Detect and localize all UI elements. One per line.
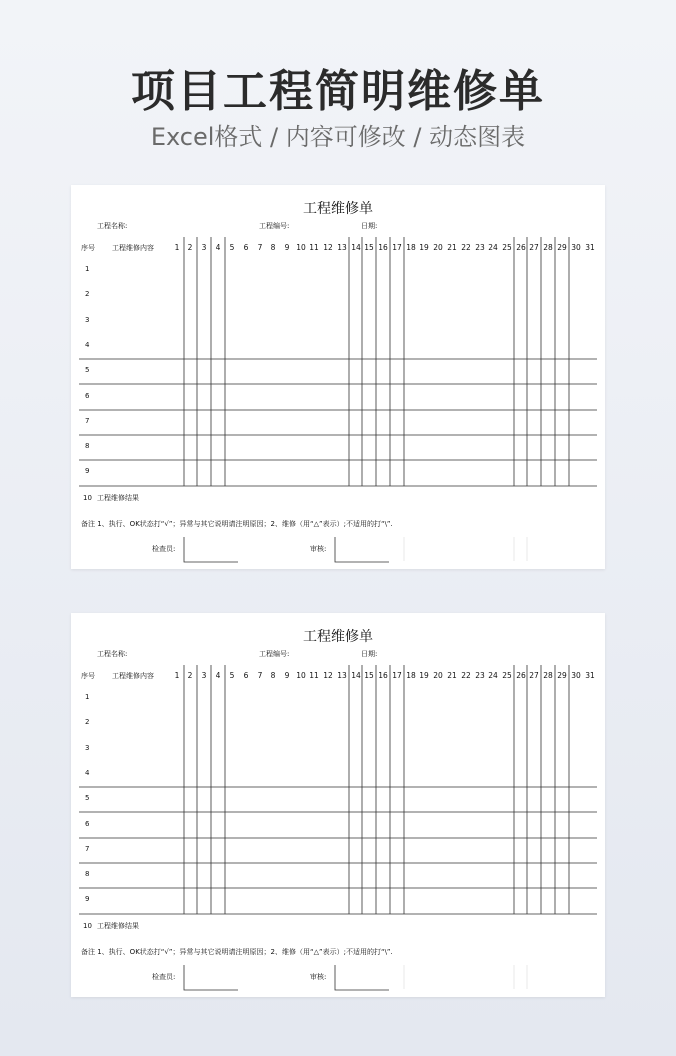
col-content-header: 工程维修内容: [112, 244, 154, 252]
day-header: 6: [243, 243, 249, 252]
day-header: 8: [270, 671, 276, 680]
signature-line: [184, 537, 238, 562]
row-number: 3: [85, 744, 90, 752]
row-number: 3: [85, 316, 90, 324]
day-header: 22: [461, 671, 471, 680]
day-header: 31: [585, 671, 595, 680]
project-no-label: 工程编号:: [259, 650, 290, 658]
day-header: 5: [229, 243, 235, 252]
day-header: 4: [215, 671, 221, 680]
day-header: 6: [243, 671, 249, 680]
day-header: 21: [447, 243, 457, 252]
day-header: 30: [571, 243, 581, 252]
row-number: 2: [85, 718, 90, 726]
day-header: 17: [392, 671, 402, 680]
day-header: 10: [296, 243, 306, 252]
day-header: 19: [419, 671, 429, 680]
page-title: 项目工程简明维修单: [131, 66, 545, 117]
day-header: 15: [364, 243, 374, 252]
day-header: 26: [516, 671, 526, 680]
day-header: 28: [543, 671, 553, 680]
day-header: 28: [543, 243, 553, 252]
reviewer-label: 审核:: [310, 545, 327, 553]
day-header: 24: [488, 671, 498, 680]
day-header: 13: [337, 243, 347, 252]
day-header: 2: [187, 671, 193, 680]
day-header: 25: [502, 671, 512, 680]
day-header: 7: [257, 671, 263, 680]
day-header: 26: [516, 243, 526, 252]
row-number: 2: [85, 290, 90, 298]
day-header: 13: [337, 671, 347, 680]
day-header: 1: [174, 243, 180, 252]
remarks-note: 备注 1、执行、OK状态打“√”；异常与其它说明请注明原因；2、维修（用“△”表示）;不适用的打“\”.: [81, 520, 393, 528]
project-name-label: 工程名称:: [97, 222, 128, 230]
signature-line: [335, 537, 389, 562]
col-seq-header: 序号: [81, 672, 95, 680]
row-number: 5: [85, 366, 90, 374]
row-number: 8: [85, 870, 90, 878]
day-header: 9: [284, 243, 290, 252]
date-label: 日期:: [361, 222, 378, 230]
reviewer-label: 审核:: [310, 973, 327, 981]
day-header: 22: [461, 243, 471, 252]
day-header: 11: [309, 243, 319, 252]
day-header: 31: [585, 243, 595, 252]
row-number: 7: [85, 417, 90, 425]
day-header: 14: [351, 243, 361, 252]
row-number: 1: [85, 693, 90, 701]
form-title: 工程维修单: [303, 629, 373, 645]
signature-line: [184, 965, 238, 990]
day-header: 12: [323, 671, 333, 680]
form-title: 工程维修单: [303, 201, 373, 217]
day-header: 17: [392, 243, 402, 252]
day-header: 12: [323, 243, 333, 252]
row-number: 4: [85, 769, 90, 777]
result-row-number: 10: [83, 922, 92, 930]
remarks-note: 备注 1、执行、OK状态打“√”；异常与其它说明请注明原因；2、维修（用“△”表示）;不适用的打“\”.: [81, 948, 393, 956]
row-number: 9: [85, 895, 90, 903]
day-header: 3: [201, 243, 207, 252]
day-header: 23: [475, 671, 485, 680]
day-header: 21: [447, 671, 457, 680]
project-no-label: 工程编号:: [259, 222, 290, 230]
day-header: 30: [571, 671, 581, 680]
col-content-header: 工程维修内容: [112, 672, 154, 680]
row-number: 7: [85, 845, 90, 853]
day-header: 11: [309, 671, 319, 680]
day-header: 25: [502, 243, 512, 252]
day-header: 1: [174, 671, 180, 680]
day-header: 18: [406, 243, 416, 252]
inspector-label: 检查员:: [152, 973, 176, 981]
result-label: 工程维修结果: [97, 922, 139, 930]
day-header: 20: [433, 671, 443, 680]
day-header: 16: [378, 243, 388, 252]
day-header: 7: [257, 243, 263, 252]
day-header: 27: [529, 671, 539, 680]
repair-form-preview-1: [71, 185, 605, 569]
day-header: 3: [201, 671, 207, 680]
repair-form-preview-2: [71, 613, 605, 997]
page-subtitle: Excel格式 / 内容可修改 / 动态图表: [150, 123, 526, 151]
date-label: 日期:: [361, 650, 378, 658]
day-header: 10: [296, 671, 306, 680]
day-header: 15: [364, 671, 374, 680]
day-header: 27: [529, 243, 539, 252]
row-number: 5: [85, 794, 90, 802]
day-header: 23: [475, 243, 485, 252]
result-label: 工程维修结果: [97, 494, 139, 502]
inspector-label: 检查员:: [152, 545, 176, 553]
day-header: 14: [351, 671, 361, 680]
row-number: 8: [85, 442, 90, 450]
day-header: 18: [406, 671, 416, 680]
result-row-number: 10: [83, 494, 92, 502]
day-header: 29: [557, 671, 567, 680]
day-header: 20: [433, 243, 443, 252]
day-header: 8: [270, 243, 276, 252]
row-number: 4: [85, 341, 90, 349]
project-name-label: 工程名称:: [97, 650, 128, 658]
row-number: 9: [85, 467, 90, 475]
col-seq-header: 序号: [81, 244, 95, 252]
day-header: 16: [378, 671, 388, 680]
row-number: 6: [85, 392, 90, 400]
day-header: 29: [557, 243, 567, 252]
day-header: 19: [419, 243, 429, 252]
day-header: 9: [284, 671, 290, 680]
row-number: 1: [85, 265, 90, 273]
day-header: 2: [187, 243, 193, 252]
row-number: 6: [85, 820, 90, 828]
day-header: 4: [215, 243, 221, 252]
signature-line: [335, 965, 389, 990]
day-header: 24: [488, 243, 498, 252]
day-header: 5: [229, 671, 235, 680]
